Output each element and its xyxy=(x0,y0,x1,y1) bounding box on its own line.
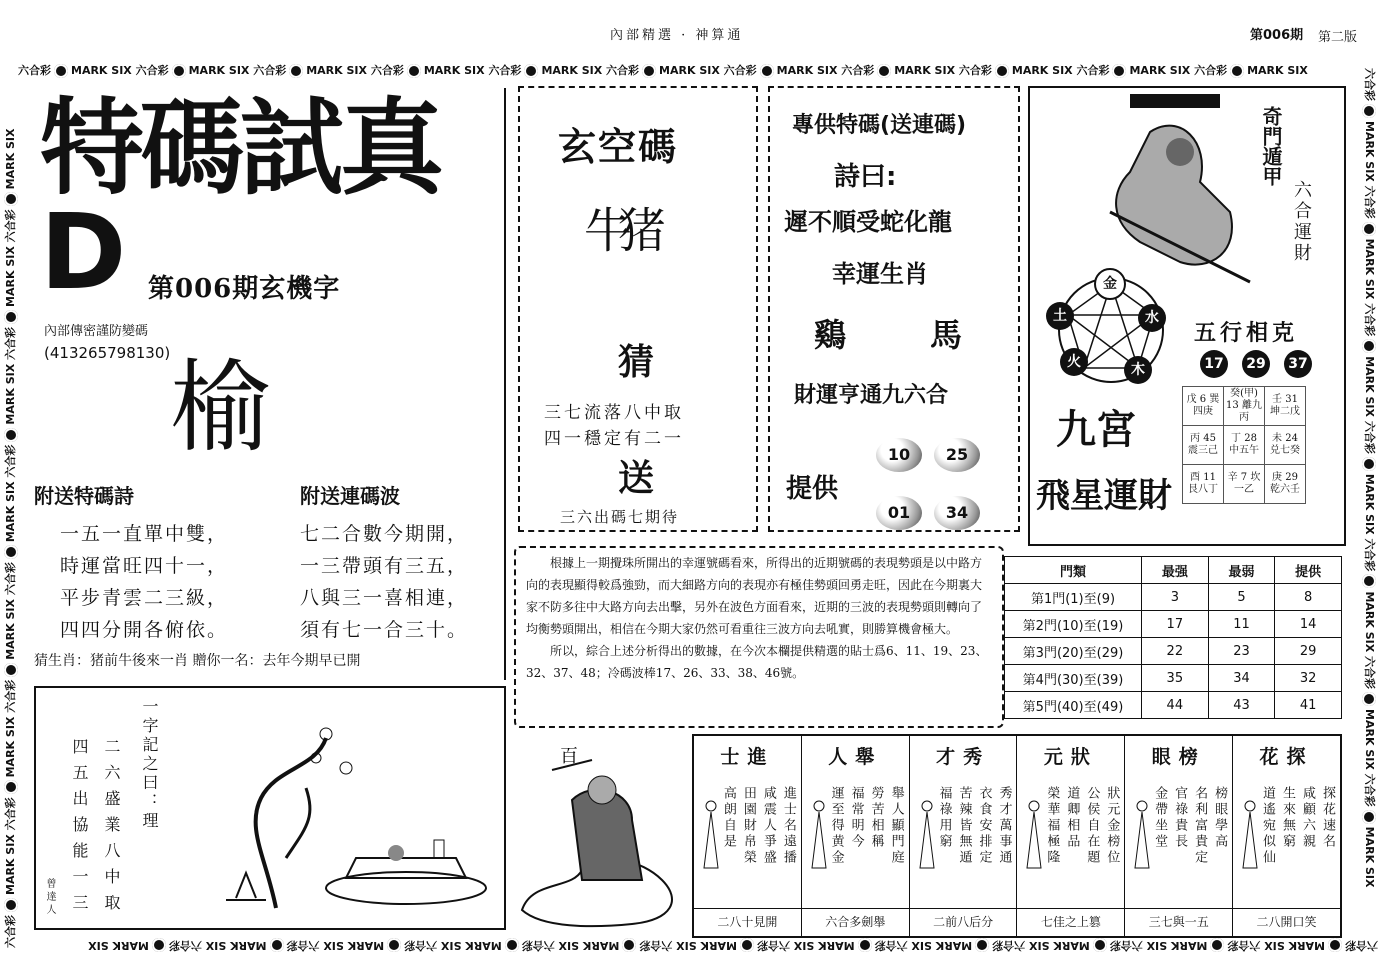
wave-line: 須有七一合三十。 xyxy=(300,619,469,641)
stats-cell: 34 xyxy=(1208,665,1275,692)
scholar-footer: 二八開口笑 xyxy=(1233,908,1340,930)
phone-number: (413265798130) xyxy=(44,344,171,362)
border-label-cn: 六合彩 xyxy=(1363,656,1376,690)
top-border-strip xyxy=(18,62,1378,78)
number-ball: 34 xyxy=(934,496,980,530)
right-border-strip xyxy=(1362,68,1378,948)
special-heading: 專供特碼(送連碼) xyxy=(792,113,967,138)
wuxing-ball: 29 xyxy=(1242,350,1270,378)
border-label: MARK SIX xyxy=(1363,238,1376,304)
scholar-column xyxy=(910,736,1018,936)
stats-cell: 29 xyxy=(1275,638,1342,665)
flower-icon xyxy=(407,64,421,78)
border-label: MARK SIX xyxy=(1260,939,1325,952)
big-character: 榆 xyxy=(170,349,270,466)
stats-cell: 14 xyxy=(1275,611,1342,638)
border-label: MARK SIX xyxy=(1142,939,1208,952)
scholar-column xyxy=(1233,736,1340,936)
poem-lines xyxy=(60,518,228,646)
border-label-cn: 六合彩 xyxy=(521,939,555,952)
flower-icon xyxy=(524,64,538,78)
zodiac-1: 鷄 xyxy=(814,316,847,354)
scholar-verse: 金帶坐堂 xyxy=(1152,786,1168,850)
border-label: MARK SIX xyxy=(1363,591,1376,657)
flower-icon xyxy=(270,938,284,952)
scholar-title: 士進 xyxy=(720,746,775,768)
main-title: 特碼試真D xyxy=(40,87,441,313)
guess-line: 猜生肖：猪前牛後來一肖 贈你一名：去年今期早已開 xyxy=(34,653,361,669)
border-label: MARK SIX xyxy=(4,359,17,425)
border-label: MARK SIX xyxy=(4,830,17,895)
border-label: MARK SIX xyxy=(1129,64,1195,77)
border-label: MARK SIX xyxy=(1363,473,1376,539)
element-wood: 木 xyxy=(1124,356,1152,384)
border-label: MARK SIX xyxy=(437,939,502,952)
element-metal: 金 xyxy=(1094,268,1126,300)
stats-header: 門類 xyxy=(1005,557,1142,584)
flower-icon xyxy=(4,192,18,206)
scholar-footer: 二八十見開 xyxy=(694,908,801,930)
border-label-cn: 六合彩 xyxy=(18,64,51,77)
analysis-box xyxy=(514,546,1004,728)
stats-cell: 第2門(10)至(19) xyxy=(1005,611,1142,638)
scholar-verse: 官祿貴長 xyxy=(1172,786,1188,850)
flower-icon xyxy=(975,938,989,952)
border-label: MARK SIX xyxy=(1363,826,1376,888)
stats-cell: 第4門(30)至(39) xyxy=(1005,665,1142,692)
table-row xyxy=(1005,611,1342,638)
bottom-left-box xyxy=(34,686,506,930)
stats-cell: 8 xyxy=(1275,584,1342,611)
scene-illustration xyxy=(206,708,496,918)
number-ball: 10 xyxy=(876,438,922,472)
guess-label: 猜 xyxy=(618,341,655,383)
border-label-cn: 六合彩 xyxy=(874,939,908,952)
qimen-label: 奇門遁甲 xyxy=(1259,106,1283,186)
border-label: MARK SIX xyxy=(4,128,17,190)
lucky-label: 幸運生肖 xyxy=(832,260,928,288)
scholar-verse: 衣食安排定 xyxy=(976,786,992,866)
stats-cell: 第1門(1)至(9) xyxy=(1005,584,1142,611)
grid-cell: 未 24 兑七癸 xyxy=(1265,426,1306,465)
flower-icon xyxy=(387,938,401,952)
flower-icon xyxy=(1328,938,1342,952)
scholar-column xyxy=(694,736,802,936)
provide-label: 提供 xyxy=(786,474,839,504)
svg-text:百: 百 xyxy=(560,746,578,767)
element-water: 水 xyxy=(1138,304,1166,332)
flower-icon xyxy=(642,64,656,78)
special-box xyxy=(768,86,1020,532)
flower-icon xyxy=(505,938,519,952)
scholar-verse: 苦辣皆無遁 xyxy=(956,786,972,866)
poem-line: 一五一直單中雙， xyxy=(60,523,229,545)
grid-cell: 辛 7 坎一乙 xyxy=(1224,465,1265,504)
scholar-verse: 咸顧六親 xyxy=(1299,786,1315,850)
border-label-cn: 六合彩 xyxy=(404,939,438,952)
scholar-verse: 運至得黄金 xyxy=(828,786,844,866)
grid-cell: 庚 29 乾六壬 xyxy=(1265,465,1306,504)
jiugong-grid xyxy=(1182,386,1306,504)
border-label-cn: 六合彩 xyxy=(606,64,640,77)
border-label: MARK SIX xyxy=(1363,709,1376,774)
stats-header: 最弱 xyxy=(1208,557,1275,584)
send-label: 送 xyxy=(618,457,655,499)
send-line: 三六出碼七期待 xyxy=(560,508,680,526)
border-label: MARK SIX xyxy=(554,939,620,952)
poem-line: 平步青雲二三級， xyxy=(60,587,229,609)
border-label-cn: 六合彩 xyxy=(488,64,522,77)
border-label-cn: 六合彩 xyxy=(1345,939,1378,952)
hint-column: 二六盛業八中取 xyxy=(102,738,121,920)
flower-icon xyxy=(760,64,774,78)
border-label-cn: 六合彩 xyxy=(1363,68,1376,101)
left-border-strip xyxy=(2,68,18,948)
scholar-verse: 狀元金榜位 xyxy=(1104,786,1120,866)
border-label-cn: 六合彩 xyxy=(168,939,202,952)
border-label: MARK SIX xyxy=(306,64,371,77)
page-number: 第二版 xyxy=(1318,30,1358,45)
poem-label: 詩曰: xyxy=(834,162,897,192)
border-label-cn: 六合彩 xyxy=(992,939,1026,952)
flower-icon xyxy=(1093,938,1107,952)
table-row xyxy=(1005,638,1342,665)
border-label-cn: 六合彩 xyxy=(286,939,320,952)
xuankong-char: 牛猪 xyxy=(584,203,653,259)
flower-icon xyxy=(740,938,754,952)
header-center: 內部精選 · 神算通 xyxy=(610,28,744,43)
right-panel xyxy=(1028,86,1346,546)
fortune-line: 財運亨通九六合 xyxy=(794,383,949,408)
border-label: MARK SIX xyxy=(776,64,842,77)
flower-icon xyxy=(622,938,636,952)
flower-icon xyxy=(1230,64,1244,78)
wave-line: 八與三一喜相連， xyxy=(300,587,469,609)
scholar-footer: 六合多劍舉 xyxy=(802,908,909,930)
border-label: MARK SIX xyxy=(4,242,17,307)
border-label-cn: 六合彩 xyxy=(723,64,757,77)
scholar-footer: 二前八后分 xyxy=(910,908,1017,930)
special-poem: 遲不順受蛇化龍 xyxy=(784,208,952,236)
element-fire: 火 xyxy=(1060,348,1088,376)
wave-heading: 附送連碼波 xyxy=(300,484,400,508)
flower-icon xyxy=(1210,938,1224,952)
flower-icon xyxy=(4,310,18,324)
flower-icon xyxy=(4,898,18,912)
stats-cell: 第3門(20)至(29) xyxy=(1005,638,1142,665)
feixing-title: 飛星運財 xyxy=(1036,476,1172,516)
border-label: MARK SIX xyxy=(4,595,17,660)
poem-line: 時運當旺四十一， xyxy=(60,555,229,577)
flower-icon xyxy=(1362,574,1376,588)
border-label-cn: 六合彩 xyxy=(370,64,404,77)
border-label-cn: 六合彩 xyxy=(1363,538,1376,572)
element-earth: 土 xyxy=(1046,302,1074,330)
jiugong-title: 九宮 xyxy=(1056,406,1136,453)
scholar-verse: 秀才萬事通 xyxy=(996,786,1012,866)
flower-icon xyxy=(4,780,18,794)
flower-icon xyxy=(4,545,18,559)
grid-cell: 酉 11 艮八丁 xyxy=(1183,465,1224,504)
border-label: MARK SIX xyxy=(1363,121,1376,186)
flower-icon xyxy=(54,64,68,78)
wave-line: 一三帶頭有三五， xyxy=(300,555,469,577)
border-label: MARK SIX xyxy=(672,939,737,952)
scholar-verse: 生來無窮 xyxy=(1279,786,1295,850)
border-label: MARK SIX xyxy=(4,477,17,543)
wuxing-ball: 37 xyxy=(1284,350,1312,378)
border-label: MARK SIX xyxy=(1011,64,1077,77)
issue-number: 第006期 xyxy=(1250,28,1304,43)
border-label-cn: 六合彩 xyxy=(4,326,17,360)
stats-cell: 35 xyxy=(1142,665,1209,692)
border-label-cn: 六合彩 xyxy=(4,562,17,596)
flower-icon xyxy=(1362,104,1376,118)
stats-header: 最强 xyxy=(1142,557,1209,584)
stats-cell: 22 xyxy=(1142,638,1209,665)
border-label-cn: 六合彩 xyxy=(639,939,673,952)
scholar-verse: 道遙宛似仙 xyxy=(1259,786,1275,866)
border-label-cn: 六合彩 xyxy=(1363,773,1376,807)
scholar-verse: 福常明今 xyxy=(848,786,864,850)
xuankong-box xyxy=(518,86,758,532)
stats-cell: 3 xyxy=(1142,584,1209,611)
scholar-column xyxy=(802,736,910,936)
border-label: MARK SIX xyxy=(1363,356,1376,421)
scholar-verse: 道卿相品 xyxy=(1064,786,1080,850)
stats-cell: 第5門(40)至(49) xyxy=(1005,692,1142,719)
flower-icon xyxy=(4,428,18,442)
grid-cell: 癸(甲) 13 離九丙 xyxy=(1224,387,1265,426)
border-label-cn: 六合彩 xyxy=(4,797,17,831)
flower-icon xyxy=(877,64,891,78)
scholar-title: 元狀 xyxy=(1043,746,1098,768)
border-label: MARK SIX xyxy=(907,939,973,952)
hint-column: 四五出協能一三 xyxy=(70,738,89,920)
subtitle: 第006期玄機字 xyxy=(148,274,341,304)
border-label-cn: 六合彩 xyxy=(1109,939,1143,952)
border-label: MARK SIX xyxy=(659,64,724,77)
liuhe-label: 六合運財 xyxy=(1291,180,1312,264)
flower-icon xyxy=(289,64,303,78)
scholar-verse: 咸震人爭盛 xyxy=(760,786,776,866)
stats-cell: 5 xyxy=(1208,584,1275,611)
stats-cell: 11 xyxy=(1208,611,1275,638)
bottom-border-strip xyxy=(18,938,1378,954)
border-label-cn: 六合彩 xyxy=(135,64,169,77)
stats-cell: 41 xyxy=(1275,692,1342,719)
flower-icon xyxy=(1362,810,1376,824)
stats-cell: 17 xyxy=(1142,611,1209,638)
scholar-footer: 三七與一五 xyxy=(1125,908,1232,930)
wuxing-ball: 17 xyxy=(1200,350,1228,378)
scholar-verse: 田園財帛榮 xyxy=(740,786,756,866)
border-label: MARK SIX xyxy=(789,939,855,952)
scholar-title: 才秀 xyxy=(936,746,991,768)
grid-cell: 丁 28 中五午 xyxy=(1224,426,1265,465)
scholar-verse: 榜眼學高 xyxy=(1212,786,1228,850)
secret-note: 內部傳密謹防變碼 xyxy=(44,324,149,339)
xuankong-line: 三七流落八中取 xyxy=(544,403,684,423)
stats-cell: 32 xyxy=(1275,665,1342,692)
zodiac-2: 馬 xyxy=(930,316,963,354)
grid-cell: 戊 6 巽四庚 xyxy=(1183,387,1224,426)
border-label-cn: 六合彩 xyxy=(4,444,17,478)
immortal-illustration xyxy=(512,740,688,932)
border-label: MARK SIX xyxy=(201,939,267,952)
flower-icon xyxy=(1362,457,1376,471)
border-label-cn: 六合彩 xyxy=(4,679,17,713)
warrior-illustration xyxy=(1090,92,1270,292)
scholar-footer: 七佳之上篡 xyxy=(1017,908,1124,930)
scholar-verse: 高朗自是 xyxy=(720,786,736,850)
stats-header: 提供 xyxy=(1275,557,1342,584)
scholar-column xyxy=(1017,736,1125,936)
border-label-cn: 六合彩 xyxy=(1363,185,1376,219)
one-word-title: 一字記之曰：理 xyxy=(140,698,159,831)
scholar-verse: 舉人顯門庭 xyxy=(888,786,904,866)
table-row xyxy=(1005,584,1342,611)
scholar-verse: 榮華福極隆 xyxy=(1044,786,1060,866)
border-label: MARK SIX xyxy=(541,64,607,77)
xuankong-line: 四一穩定有二一 xyxy=(544,429,684,449)
scholar-verse: 名利富貴定 xyxy=(1192,786,1208,866)
stats-table xyxy=(1004,556,1342,719)
border-label-cn: 六合彩 xyxy=(958,64,992,77)
border-label: MARK SIX xyxy=(423,64,489,77)
analysis-paragraph: 所以，綜合上述分析得出的數據，在今次本欄提供精選的貼士爲6、11、19、23、32、37、48；冷碼波棒17、26、33、38、46號。 xyxy=(526,644,988,680)
left-panel xyxy=(30,88,506,680)
border-label-cn: 六合彩 xyxy=(1227,939,1261,952)
scholar-column xyxy=(1125,736,1233,936)
scholar-title: 眼榜 xyxy=(1151,746,1206,768)
xuankong-title: 玄空碼 xyxy=(558,124,679,169)
border-label: MARK SIX xyxy=(894,64,959,77)
border-label-cn: 六合彩 xyxy=(756,939,790,952)
wave-line: 七二合數今期開， xyxy=(300,523,469,545)
scholar-verse: 探花速名 xyxy=(1319,786,1335,850)
border-label-cn: 六合彩 xyxy=(253,64,287,77)
scholar-verse: 福祿用窮 xyxy=(936,786,952,850)
table-row xyxy=(1005,692,1342,719)
stats-cell: 44 xyxy=(1142,692,1209,719)
number-ball: 25 xyxy=(934,438,980,472)
border-label: MARK SIX xyxy=(88,939,149,952)
flower-icon xyxy=(1112,64,1126,78)
border-label: MARK SIX xyxy=(319,939,385,952)
analysis-paragraph: 根據上一期攪珠所開出的幸運號碼看來，所得出的近期號碼的表現勢頭是以中路方向的表現顯得較爲強勁，而大細路方向的表現亦有極佳勢頭回勇走旺，因此在今期裏大家不防多往中大路方向去出擊，另外在波色方面看來，近期的三波的表現勢頭則轉向了均衡勢頭開出，相信在今期大家仍然可看重往三波方向去吼實，則勝算機會極大。 xyxy=(526,556,983,636)
scholars-section xyxy=(692,734,1342,938)
wave-lines xyxy=(300,518,468,646)
border-label: MARK SIX xyxy=(1025,939,1090,952)
border-label-cn: 六合彩 xyxy=(4,209,17,243)
border-label: MARK SIX xyxy=(188,64,254,77)
flower-icon xyxy=(1362,692,1376,706)
scholar-title: 花探 xyxy=(1259,746,1314,768)
poem-heading: 附送特碼詩 xyxy=(34,484,134,508)
border-label: MARK SIX xyxy=(71,64,136,77)
border-label-cn: 六合彩 xyxy=(4,915,17,948)
scholar-title: 人舉 xyxy=(828,746,883,768)
credit: 曾達人 xyxy=(44,878,55,917)
flower-icon xyxy=(172,64,186,78)
flower-icon xyxy=(152,938,166,952)
border-label: MARK SIX xyxy=(4,712,17,778)
flower-icon xyxy=(858,938,872,952)
grid-cell: 壬 31 坤二戊 xyxy=(1265,387,1306,426)
border-label-cn: 六合彩 xyxy=(1076,64,1110,77)
border-label-cn: 六合彩 xyxy=(841,64,875,77)
border-label: MARK SIX xyxy=(1247,64,1308,77)
flower-icon xyxy=(1362,222,1376,236)
poem-line: 四四分開各俯依。 xyxy=(60,619,229,641)
scholar-verse: 進士名遠播 xyxy=(780,786,796,866)
flower-icon xyxy=(995,64,1009,78)
table-row xyxy=(1005,665,1342,692)
border-label-cn: 六合彩 xyxy=(1363,303,1376,337)
flower-icon xyxy=(4,663,18,677)
border-label-cn: 六合彩 xyxy=(1194,64,1228,77)
wuxing-title: 五行相克 xyxy=(1194,320,1299,346)
scholar-verse: 公侯自在題 xyxy=(1084,786,1100,866)
grid-cell: 丙 45 震三己 xyxy=(1183,426,1224,465)
stats-cell: 43 xyxy=(1208,692,1275,719)
scholar-verse: 勞苦相稱 xyxy=(868,786,884,850)
flower-icon xyxy=(1362,339,1376,353)
border-label-cn: 六合彩 xyxy=(1363,420,1376,454)
stats-cell: 23 xyxy=(1208,638,1275,665)
number-ball: 01 xyxy=(876,496,922,530)
